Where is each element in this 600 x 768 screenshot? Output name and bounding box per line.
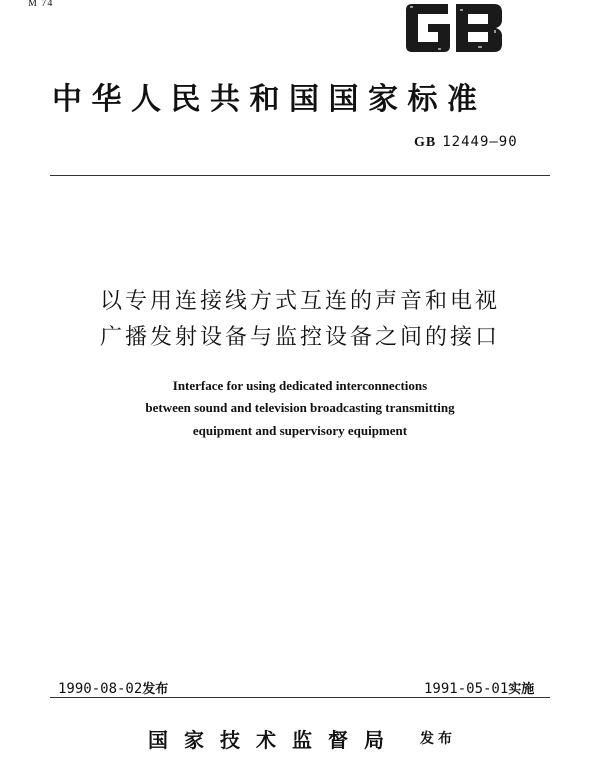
catalog-code: M 74: [28, 0, 54, 9]
implementation-date-suffix: 实施: [508, 682, 535, 697]
english-title-line-2: between sound and television broadcasting transmitting: [145, 400, 455, 415]
implementation-date: [424, 678, 534, 697]
publisher-name: 国家技术监督局: [148, 728, 400, 752]
issuing-authority-title: 中华人民共和国国家标准: [52, 82, 487, 117]
standard-number: [414, 134, 518, 151]
divider-top: [50, 175, 550, 176]
chinese-title-line-2: 广播发射设备与监控设备之间的接口: [99, 325, 500, 350]
standard-prefix: GB: [414, 135, 437, 150]
issue-date: [58, 678, 168, 697]
implementation-date-value: 1991-05-01: [424, 681, 509, 697]
standard-code: 12449—90: [442, 134, 518, 150]
issue-date-suffix: 发布: [142, 682, 169, 697]
english-title-line-3: equipment and supervisory equipment: [192, 423, 408, 438]
gb-logo-icon: [398, 0, 508, 56]
issue-date-value: 1990-08-02: [58, 681, 143, 697]
chinese-title-line-1: 以专用连接线方式互连的声音和电视: [99, 289, 500, 314]
english-title-line-1: Interface for using dedicated interconnections: [172, 378, 428, 393]
publish-label: 发布: [420, 731, 456, 747]
divider-bottom: [50, 697, 550, 698]
